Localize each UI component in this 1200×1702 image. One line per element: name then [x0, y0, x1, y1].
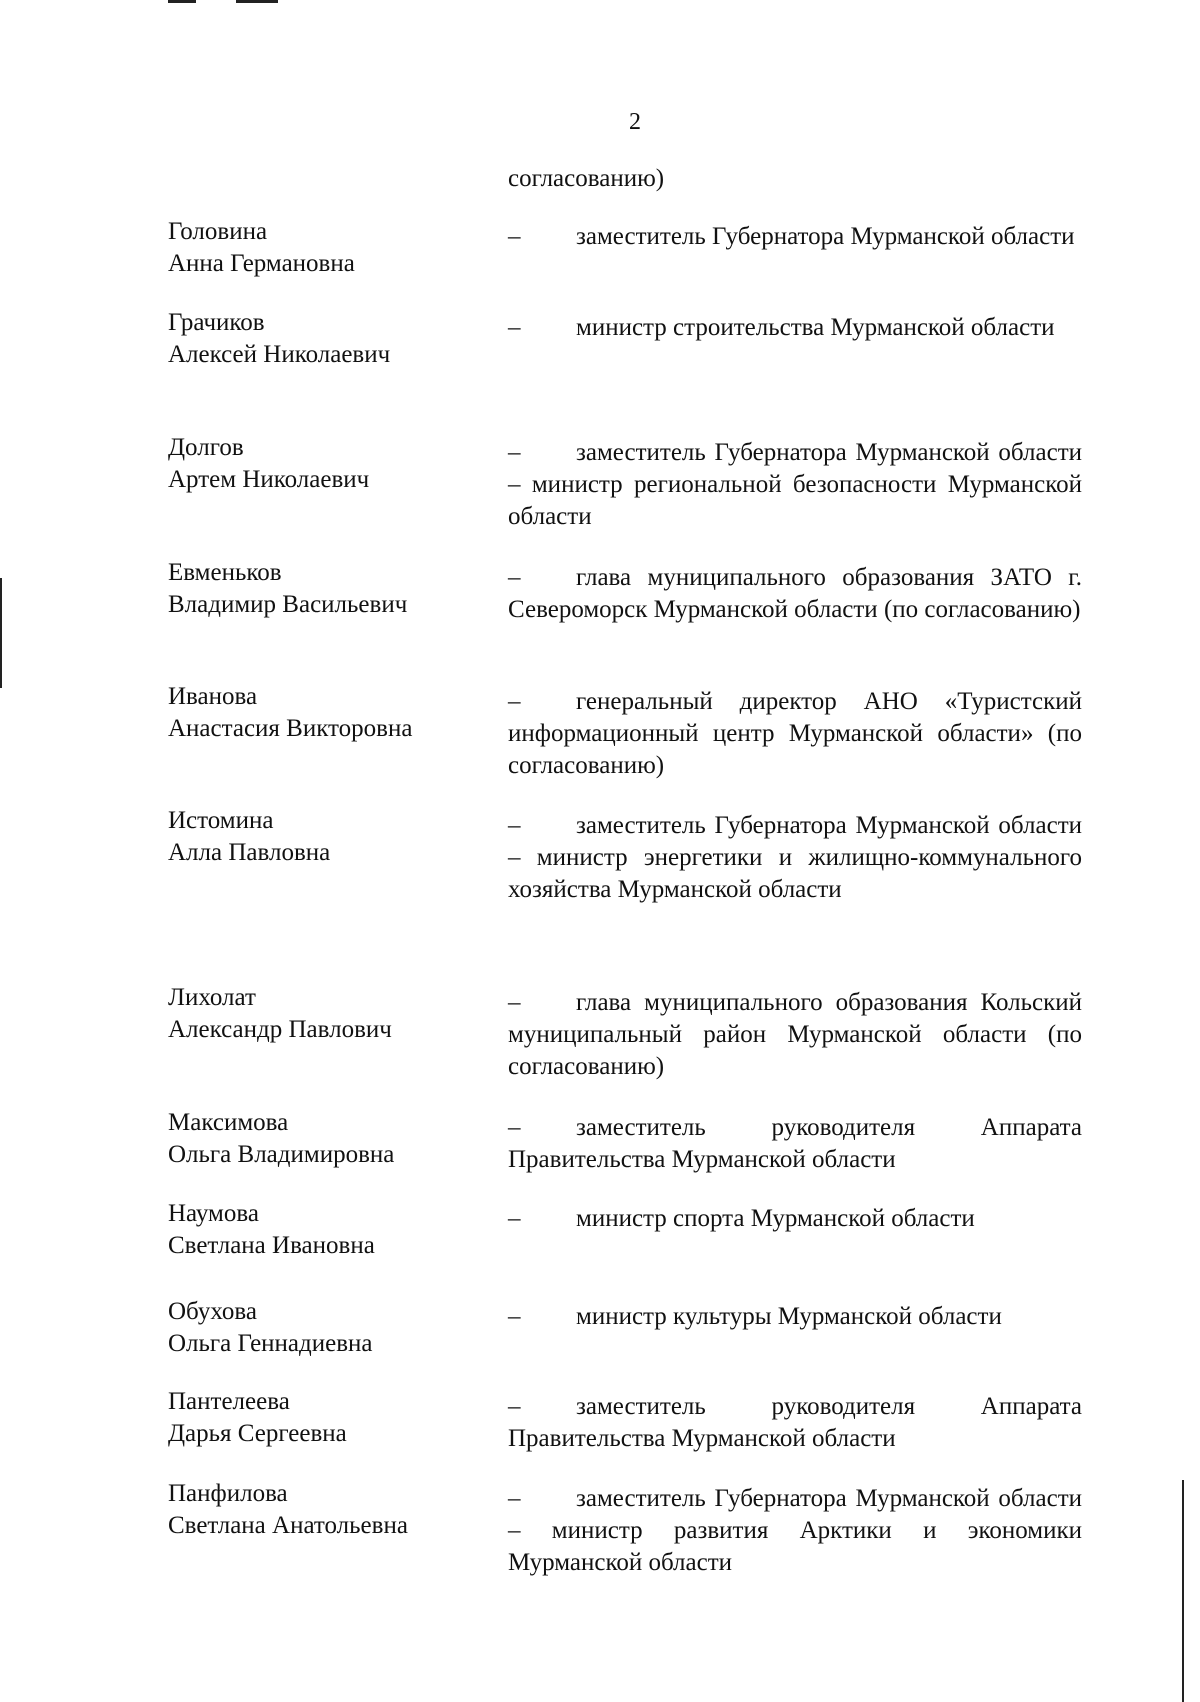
member-role: заместитель Губернатора Мурманской области – министр развития Арктики и экономики Мурманской области [508, 1485, 1082, 1576]
member-role: заместитель руководителя Аппарата Правительства Мурманской области [508, 1114, 1082, 1173]
continuation-text: согласованию) [508, 165, 665, 192]
member-name [168, 982, 488, 1046]
member-given-names: Светлана Ивановна [168, 1232, 375, 1259]
dash-separator: – [508, 688, 521, 715]
dash-separator: – [508, 1303, 521, 1330]
member-name [168, 1478, 488, 1542]
member-given-names: Ольга Владимировна [168, 1141, 395, 1168]
member-role: заместитель Губернатора Мурманской области – министр энергетики и жилищно-коммунального хозяйства Мурманской области [508, 812, 1082, 903]
dash-separator: – [508, 1393, 521, 1420]
dash-separator: – [508, 439, 521, 466]
member-surname: Обухова [168, 1298, 257, 1325]
member-surname: Лихолат [168, 984, 256, 1011]
member-surname: Долгов [168, 434, 244, 461]
member-surname: Евменьков [168, 559, 282, 586]
member-given-names: Алла Павловна [168, 839, 331, 866]
member-given-names: Светлана Анатольевна [168, 1512, 408, 1539]
member-surname: Головина [168, 218, 268, 245]
scan-mark-right-edge [1182, 1480, 1184, 1702]
dash-separator: – [508, 1485, 521, 1512]
member-given-names: Александр Павлович [168, 1016, 392, 1043]
member-given-names: Ольга Геннадиевна [168, 1330, 373, 1357]
dash-separator: – [508, 314, 521, 341]
member-role: министр строительства Мурманской области [576, 314, 1055, 341]
dash-separator: – [508, 564, 521, 591]
member-role: глава муниципального образования ЗАТО г. Североморск Мурманской области (по согласованию) [508, 564, 1082, 623]
member-name [168, 216, 488, 280]
member-surname: Грачиков [168, 309, 265, 336]
member-given-names: Анастасия Викторовна [168, 715, 413, 742]
member-name [168, 1296, 488, 1360]
member-role: министр культуры Мурманской области [576, 1303, 1002, 1330]
dash-separator: – [508, 1205, 521, 1232]
scan-mark-left-edge [0, 578, 2, 688]
member-surname: Панфилова [168, 1480, 288, 1507]
scan-mark-top-left-2 [236, 0, 278, 3]
scan-mark-top-left [168, 0, 196, 3]
dash-separator: – [508, 812, 521, 839]
member-surname: Пантелеева [168, 1388, 290, 1415]
member-given-names: Дарья Сергеевна [168, 1420, 347, 1447]
member-name [168, 1386, 488, 1450]
member-given-names: Алексей Николаевич [168, 341, 391, 368]
member-name [168, 1198, 488, 1262]
member-surname: Максимова [168, 1109, 289, 1136]
member-surname: Истомина [168, 807, 274, 834]
member-given-names: Владимир Васильевич [168, 591, 408, 618]
member-surname: Иванова [168, 683, 258, 710]
member-role: заместитель Губернатора Мурманской области [576, 223, 1075, 250]
dash-separator: – [508, 989, 521, 1016]
member-name [168, 432, 488, 496]
member-surname: Наумова [168, 1200, 259, 1227]
member-role: заместитель Губернатора Мурманской области – министр региональной безопасности Мурманской области [508, 439, 1082, 530]
dash-separator: – [508, 1114, 521, 1141]
member-role: министр спорта Мурманской области [576, 1205, 975, 1232]
member-name [168, 557, 488, 621]
member-name [168, 1107, 488, 1171]
member-given-names: Анна Германовна [168, 250, 355, 277]
page-number: 2 [629, 109, 641, 135]
dash-separator: – [508, 223, 521, 250]
member-role: глава муниципального образования Кольский муниципальный район Мурманской области (по согласованию) [508, 989, 1082, 1080]
member-name [168, 307, 488, 371]
member-name [168, 805, 488, 869]
member-role: заместитель руководителя Аппарата Правительства Мурманской области [508, 1393, 1082, 1452]
member-given-names: Артем Николаевич [168, 466, 370, 493]
member-role: генеральный директор АНО «Туристский информационный центр Мурманской области» (по согласованию) [508, 688, 1082, 779]
member-name [168, 681, 488, 745]
